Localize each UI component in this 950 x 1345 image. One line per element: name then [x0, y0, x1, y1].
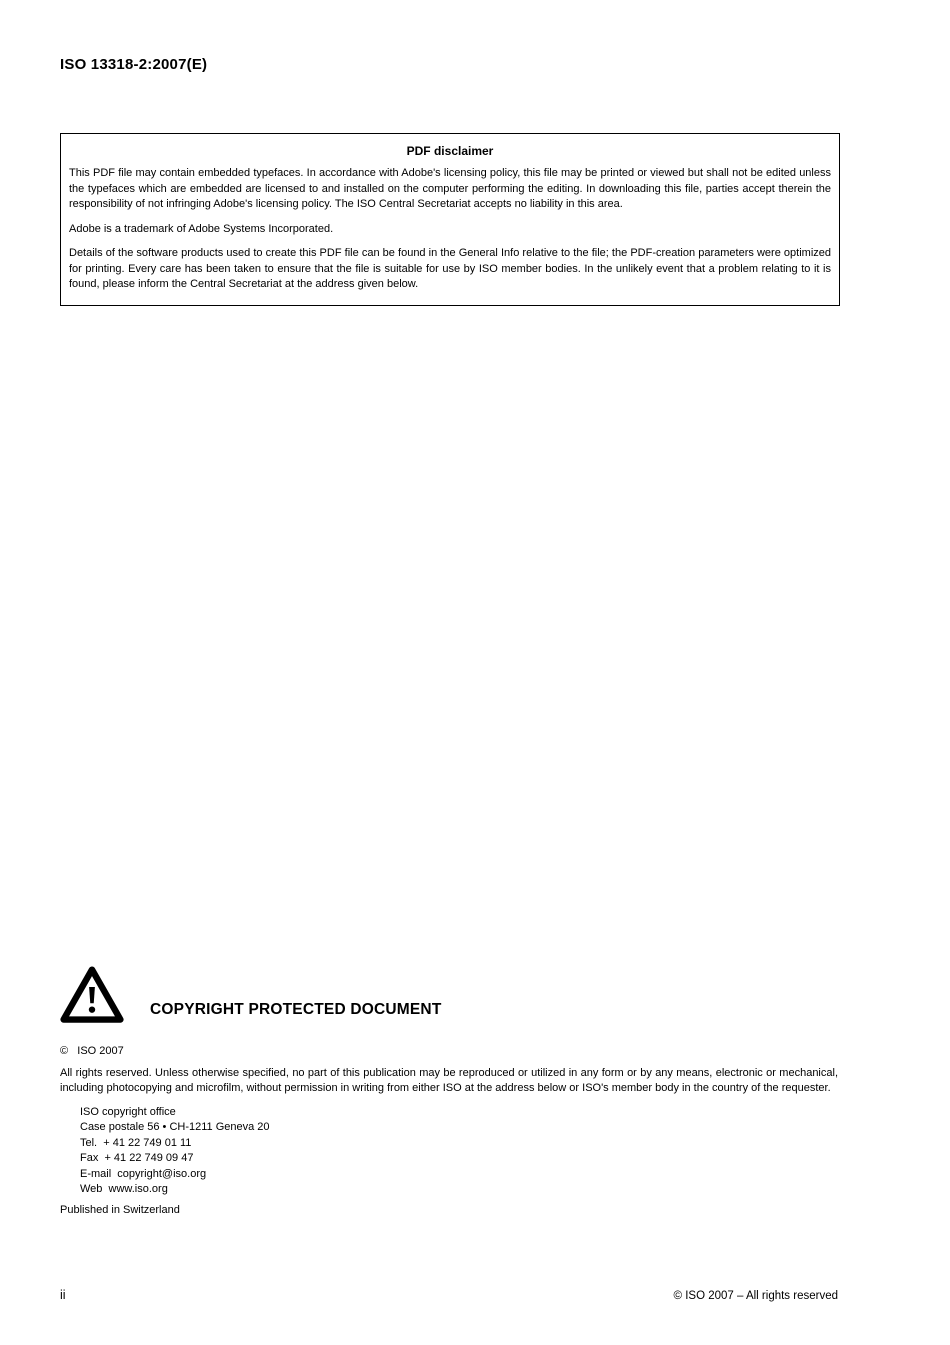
copyright-protected-heading: COPYRIGHT PROTECTED DOCUMENT [150, 1001, 442, 1018]
pdf-disclaimer-box [60, 133, 840, 306]
disclaimer-paragraph: This PDF file may contain embedded typefaces. In accordance with Adobe's licensing policy, this file may be printed or viewed but shall not be edited unless the typefaces which are embedded are licensed to and installed on the computer performing the editing. In downloading this file, parties accept therein the responsibility of not infringing Adobe's licensing policy. The ISO Central Secretariat accepts no liability in this area. [69, 167, 831, 210]
iso-address-block [80, 1105, 838, 1198]
address-line-postal: Case postale 56 • CH-1211 Geneva 20 [80, 1121, 270, 1133]
iso-copyright-line: © ISO 2007 [60, 1045, 124, 1057]
address-line-tel: Tel. + 41 22 749 01 11 [80, 1136, 192, 1149]
address-line-email: E-mail copyright@iso.org [80, 1167, 207, 1180]
disclaimer-paragraph: Adobe is a trademark of Adobe Systems Incorporated. [69, 222, 334, 235]
page-number: ii [60, 1288, 66, 1302]
address-line-office: ISO copyright office [80, 1105, 176, 1118]
rights-reserved-paragraph: All rights reserved. Unless otherwise specified, no part of this publication may be reproduced or utilized in any form or by any means, electronic or mechanical, including photocopying and microfilm, without permission in writing from either ISO at the address below or ISO's member body in the country of the requester. [60, 1066, 838, 1094]
disclaimer-title: PDF disclaimer [406, 144, 494, 158]
address-line-fax: Fax + 41 22 749 09 47 [80, 1152, 194, 1164]
footer-copyright: © ISO 2007 – All rights reserved [673, 1290, 838, 1302]
copyright-block [60, 1044, 838, 1218]
published-in-line: Published in Switzerland [60, 1203, 180, 1216]
warning-triangle-icon [60, 965, 124, 1023]
document-number-header: ISO 13318-2:2007(E) [60, 56, 208, 73]
page-footer [60, 1288, 838, 1302]
disclaimer-paragraph: Details of the software products used to create this PDF file can be found in the General Info relative to the file; the PDF-creation parameters were optimized for printing. Every care has been taken to ensure that the file is suitable for use by ISO member bodies. In the unlikely event that a problem relating to it is found, please inform the Central Secretariat at the address given below. [69, 247, 831, 290]
address-line-web: Web www.iso.org [80, 1183, 168, 1195]
copyright-banner [60, 965, 838, 1023]
